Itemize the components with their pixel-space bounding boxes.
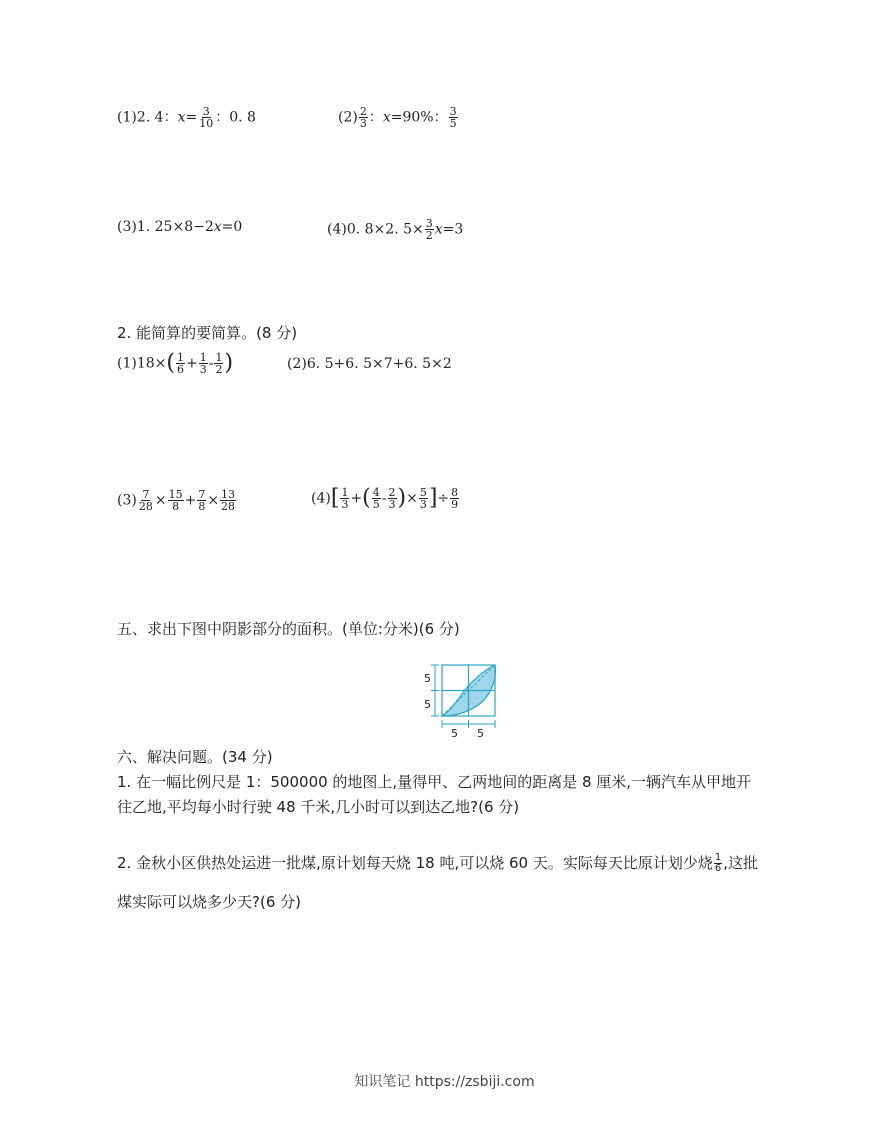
problem-2-line-1: 2. 金秋小区供热处运进一批煤,原计划每天烧 18 吨,可以烧 60 天。实际每天比原计划少烧 $\frac{1}{6}$ ,这批 xyxy=(117,852,759,874)
fraction: $\frac{3}{2}$ xyxy=(425,217,433,242)
fraction: $\frac{2}{3}$ xyxy=(359,105,367,130)
simplify-2: (2)6. 5+6. 5×7+6. 5×2 xyxy=(287,356,452,372)
right-paren: ) xyxy=(224,350,234,376)
simplify-3: (3) $\frac{7}{28}$ × $\frac{15}{8}$ + $\frac{7}{8}$ × $\frac{13}{28}$ xyxy=(117,488,236,513)
problem-1-line-1: 1. 在一幅比例尺是 1：500000 的地图上,量得甲、乙两地间的距离是 8 厘米,一辆汽车从甲地开 xyxy=(117,773,752,791)
fraction: $\frac{3}{5}$ xyxy=(449,105,457,130)
dim-label-left-top: 5 xyxy=(424,672,431,685)
problem-2-line-2: 煤实际可以烧多少天?(6 分) xyxy=(117,893,301,911)
dim-label-bottom-right: 5 xyxy=(477,727,484,738)
fraction: $\frac{1}{6}$ xyxy=(176,351,184,376)
equation-4: (4)0. 8×2. 5× $\frac{3}{2}$ x=3 xyxy=(327,217,464,242)
fraction: $\frac{1}{6}$ xyxy=(714,852,722,874)
left-bracket: [ xyxy=(330,485,340,511)
equation-3: (3)1. 25×8−2x=0 xyxy=(117,219,243,235)
fraction: $\frac{15}{8}$ xyxy=(168,488,183,513)
section-6-title: 六、解决问题。(34 分) xyxy=(117,748,273,766)
fraction: $\frac{8}{9}$ xyxy=(451,486,459,511)
grid-diagram xyxy=(418,660,502,738)
problem-1-line-2: 往乙地,平均每小时行驶 48 千米,几小时可以到达乙地?(6 分) xyxy=(117,798,520,816)
fraction: $\frac{13}{28}$ xyxy=(221,488,236,513)
fraction: $\frac{7}{28}$ xyxy=(138,488,153,513)
question-2-title: 2. 能简算的要简算。(8 分) xyxy=(117,324,298,342)
right-bracket: ] xyxy=(428,485,438,511)
fraction: $\frac{3}{10}$ xyxy=(199,105,214,130)
dim-label-left-bottom: 5 xyxy=(424,698,431,711)
left-paren: ( xyxy=(166,350,175,376)
equation-1: (1)2. 4：x= $\frac{3}{10}$ ：0. 8 xyxy=(117,105,256,130)
fraction: $\frac{4}{5}$ xyxy=(372,486,380,511)
shaded-area-figure xyxy=(418,660,502,742)
fraction: $\frac{7}{8}$ xyxy=(198,488,206,513)
fraction: $\frac{2}{3}$ xyxy=(388,486,396,511)
section-5-title: 五、求出下图中阴影部分的面积。(单位:分米)(6 分) xyxy=(117,620,460,638)
dim-label-bottom-left: 5 xyxy=(451,727,458,738)
simplify-1: (1)18×( $\frac{1}{6}$ + $\frac{1}{3}$ - $\frac{1}{2}$ ) xyxy=(117,350,234,376)
simplify-4: (4)[ $\frac{1}{3}$ +( $\frac{4}{5}$ - $\frac{2}{3}$ )× $\frac{5}{3}$ ]÷ $\frac{8}{9}$ xyxy=(311,485,459,511)
fraction: $\frac{1}{3}$ xyxy=(341,486,349,511)
left-paren: ( xyxy=(362,485,371,511)
footer-watermark: 知识笔记 https://zsbiji.com xyxy=(354,1074,535,1090)
fraction: $\frac{1}{2}$ xyxy=(215,351,223,376)
right-paren: ) xyxy=(397,485,407,511)
equation-2: (2) $\frac{2}{3}$ ：x=90%： $\frac{3}{5}$ xyxy=(338,105,457,130)
fraction: $\frac{1}{3}$ xyxy=(199,351,207,376)
fraction: $\frac{5}{3}$ xyxy=(419,486,427,511)
